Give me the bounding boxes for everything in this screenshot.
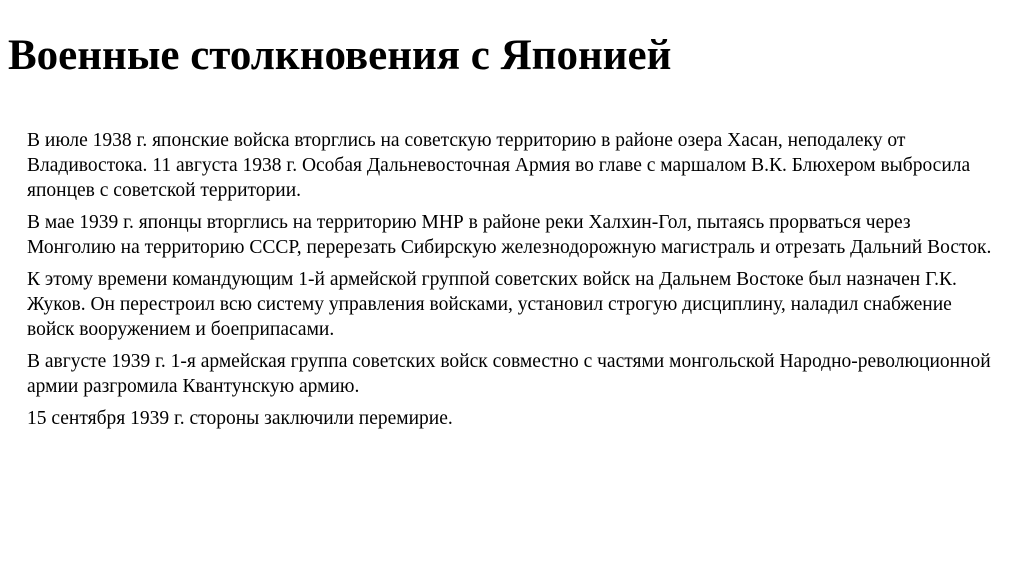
paragraph-kwantung-army: В августе 1939 г. 1-я армейская группа советских войск совместно с частями монгольской Народно-революционной армии разгромила Квантунскую армию. [27, 351, 991, 397]
paragraph-zhukov: К этому времени командующим 1-й армейской группой советских войск на Дальнем Востоке был назначен Г.К. Жуков. Он перестроил всю систему управления войсками, установил строгую дисциплину, наладил снабжение войск вооружением и боеприпасами. [27, 269, 957, 340]
slide-body [27, 128, 1002, 438]
paragraph-khalkhin-gol: В мае 1939 г. японцы вторглись на территорию МНР в районе реки Халхин-Гол, пытаясь прорваться через Монголию на территорию СССР, перерезать Сибирскую железнодорожную магистраль и отрезать Дальний Восток. [27, 212, 992, 258]
paragraph-armistice: 15 сентября 1939 г. стороны заключили перемирие. [27, 408, 453, 429]
slide-title: Военные столкновения с Японией [8, 32, 672, 79]
paragraph-lake-khasan: В июле 1938 г. японские войска вторглись на советскую территорию в районе озера Хасан, неподалеку от Владивостока. 11 августа 1938 г. Особая Дальневосточная Армия во главе с маршалом В.К. Блюхером выбросила японцев с советской территории. [27, 130, 971, 201]
